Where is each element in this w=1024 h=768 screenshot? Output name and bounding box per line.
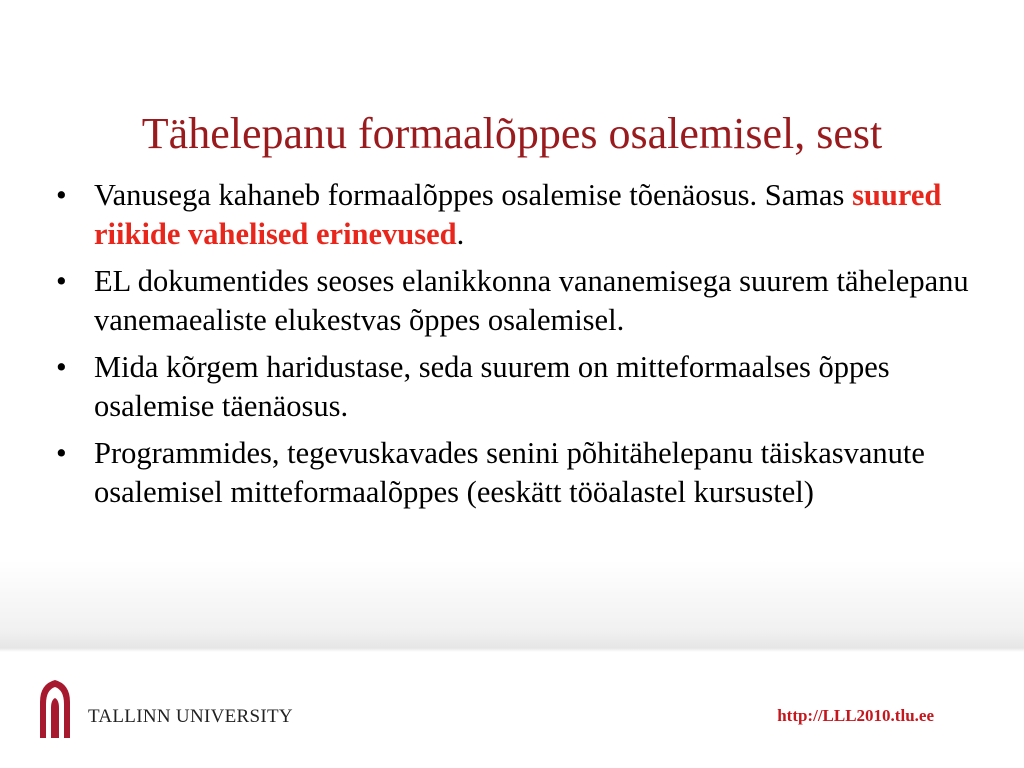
bullet-text-4: Programmides, tegevuskavades senini põhitähelepanu täiskasvanute osalemisel mitteformaalõppes (eeskätt tööalastel kursustel) [94, 436, 925, 509]
bullet-item-3 [52, 348, 982, 426]
highlight-text: suured riikide vahelised erinevused [94, 178, 942, 251]
bullet-text-1-end: . [456, 217, 465, 251]
bullet-list [52, 176, 982, 520]
bullet-item-2 [52, 262, 982, 340]
slide-title: Tähelepanu formaalõppes osalemisel, sest [141, 109, 883, 158]
bullet-text-3: Mida kõrgem haridustase, seda suurem on mitteformaalses õppes osalemise täenäosus. [94, 350, 890, 423]
footer-url-link[interactable]: http://LLL2010.tlu.ee [777, 706, 934, 725]
bullet-text-2: EL dokumentides seoses elanikkonna vananemisega suurem tähelepanu vanemaealiste elukestvas õppes osalemisel. [94, 264, 969, 337]
bullet-dot: • [56, 436, 67, 470]
bullet-item-1 [52, 176, 982, 254]
brand-name: TALLINN UNIVERSITY [88, 706, 293, 727]
bullet-dot: • [56, 178, 67, 212]
bullet-dot: • [56, 350, 67, 384]
bullet-item-4 [52, 434, 982, 512]
footer-band [0, 560, 1024, 768]
bullet-dot: • [56, 264, 67, 298]
tallinn-university-gate-icon [36, 678, 74, 745]
bullet-text-1: Vanusega kahaneb formaalõppes osalemise tõenäosus. Samas [94, 178, 853, 212]
